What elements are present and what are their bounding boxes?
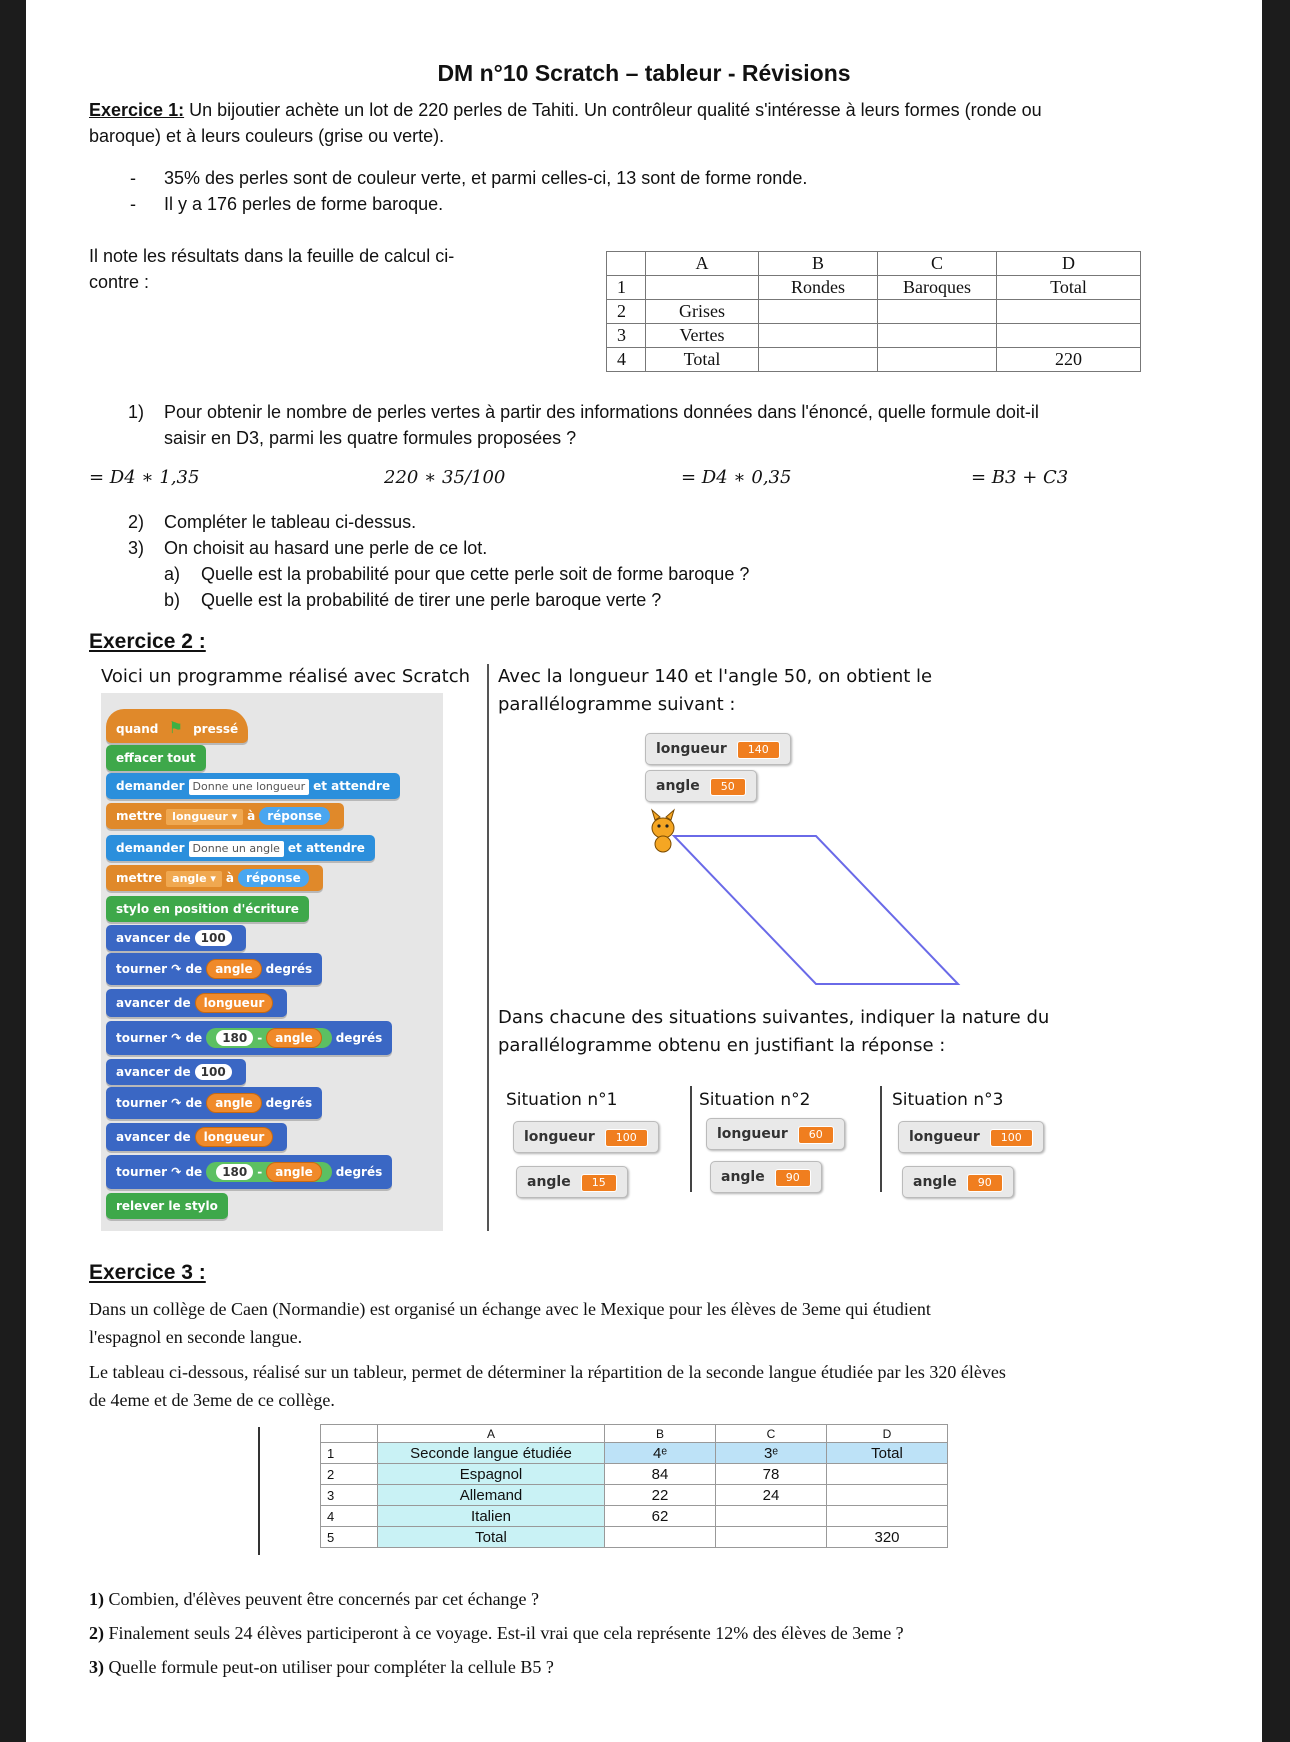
block-text: degrés	[335, 1165, 383, 1179]
block-text: à	[225, 871, 234, 885]
ex2-right-caption-line1: Avec la longueur 140 et l'angle 50, on obtient le	[498, 666, 933, 687]
block-text: demander	[116, 779, 185, 793]
when-flag-clicked-block[interactable]	[106, 709, 248, 743]
q3b-letter: b)	[164, 590, 181, 610]
ex2-heading: Exercice 2 :	[89, 630, 206, 653]
block-text: avancer de	[116, 1065, 191, 1079]
col-header: C	[716, 1425, 827, 1443]
block-text: tourner ↷ de	[116, 1031, 203, 1045]
question-text: Finalement seuls 24 élèves participeront à ce voyage. Est-il vrai que cela représente 12% des élèves de 3eme ?	[104, 1623, 904, 1643]
monitor-value: 90	[967, 1174, 1003, 1192]
block-text: et attendre	[287, 841, 365, 855]
monitor-value: 60	[798, 1126, 834, 1144]
cell	[759, 300, 878, 324]
move-100-block[interactable]	[106, 1059, 246, 1085]
turn-angle-block[interactable]	[106, 953, 322, 985]
table-row	[607, 348, 1141, 372]
situation-3-angle-monitor	[902, 1166, 1014, 1198]
answer-reporter: réponse	[238, 869, 309, 887]
parallelogram-shape	[674, 836, 958, 984]
table-row	[321, 1443, 948, 1464]
angle-reporter: angle	[266, 1028, 321, 1048]
ex1-q1-line2: saisir en D3, parmi les quatre formules proposées ?	[164, 428, 577, 448]
corner-cell	[321, 1425, 378, 1443]
cell	[827, 1506, 948, 1527]
question-number: 1)	[89, 1589, 104, 1609]
turn-angle-block[interactable]	[106, 1087, 322, 1119]
cell: Total	[378, 1527, 605, 1548]
ask-text-slot: Donne un angle	[189, 841, 284, 857]
col-header: B	[759, 252, 878, 276]
ex3-question-1	[89, 1589, 539, 1610]
variable-dropdown[interactable]: angle ▾	[166, 871, 222, 887]
cell: Vertes	[646, 324, 759, 348]
turn-supplement-block[interactable]	[106, 1155, 392, 1189]
turn-supplement-block[interactable]	[106, 1021, 392, 1055]
pen-up-block[interactable]: relever le stylo	[106, 1193, 228, 1219]
block-text: mettre	[116, 871, 163, 885]
monitor-label: longueur	[909, 1129, 980, 1145]
block-text: avancer de	[116, 1130, 191, 1144]
block-text: degrés	[335, 1031, 383, 1045]
row-number: 4	[321, 1506, 378, 1527]
angle-variable-monitor	[645, 770, 757, 802]
cell	[716, 1506, 827, 1527]
operator-sign: -	[257, 1165, 263, 1179]
row-number: 2	[607, 300, 646, 324]
angle-reporter: angle	[266, 1162, 321, 1182]
table-row	[321, 1485, 948, 1506]
set-angle-block[interactable]	[106, 865, 323, 891]
ex3-heading: Exercice 3 :	[89, 1261, 206, 1284]
block-text: avancer de	[116, 931, 191, 945]
table-row	[607, 276, 1141, 300]
situation-3-title: Situation n°3	[892, 1090, 1004, 1110]
row-number: 4	[607, 348, 646, 372]
row-number: 3	[607, 324, 646, 348]
question-number: 3)	[89, 1657, 104, 1677]
col-header: B	[605, 1425, 716, 1443]
length-reporter: longueur	[195, 1127, 274, 1147]
corner-cell	[607, 252, 646, 276]
monitor-label: longueur	[717, 1126, 788, 1142]
subtract-operator	[206, 1162, 332, 1182]
answer-reporter: réponse	[259, 807, 330, 825]
monitor-label: angle	[656, 778, 700, 794]
block-text: tourner ↷ de	[116, 1096, 203, 1110]
ex1-note-line2: contre :	[89, 272, 150, 292]
situation-3-length-monitor	[898, 1121, 1044, 1153]
cat-sprite-icon	[652, 810, 674, 852]
col-header: D	[827, 1425, 948, 1443]
cell: 78	[716, 1464, 827, 1485]
length-variable-monitor	[645, 733, 791, 765]
ex1-q1-line1: Pour obtenir le nombre de perles vertes à partir des informations données dans l'énoncé, quelle formule doit-il	[164, 402, 1039, 422]
q2-number: 2)	[128, 512, 145, 532]
pen-down-block[interactable]: stylo en position d'écriture	[106, 896, 309, 922]
cell: Seconde langue étudiée	[378, 1443, 605, 1464]
table-header-row	[321, 1425, 948, 1443]
row-number: 1	[607, 276, 646, 300]
cell: 62	[605, 1506, 716, 1527]
angle-reporter: angle	[206, 959, 261, 979]
ex1-heading: Exercice 1:	[89, 100, 185, 120]
cell	[759, 324, 878, 348]
row-number: 3	[321, 1485, 378, 1506]
col-header: A	[378, 1425, 605, 1443]
operator-sign: -	[257, 1031, 263, 1045]
formula-option-3: = D4 ∗ 0,35	[681, 467, 792, 488]
cell	[997, 300, 1141, 324]
q1-number: 1)	[128, 402, 145, 422]
cell	[827, 1485, 948, 1506]
situation-divider	[690, 1086, 692, 1192]
situation-divider	[880, 1086, 882, 1192]
cell	[878, 348, 997, 372]
block-text: avancer de	[116, 996, 191, 1010]
cell: Espagnol	[378, 1464, 605, 1485]
ex3-para2-line2: de 4eme et de 3eme de ce collège.	[89, 1390, 335, 1410]
monitor-value: 90	[775, 1169, 811, 1187]
ex3-question-3	[89, 1657, 554, 1678]
cell: Baroques	[878, 276, 997, 300]
cell	[878, 300, 997, 324]
ex1-intro	[89, 97, 1239, 123]
cell	[716, 1527, 827, 1548]
monitor-value: 100	[605, 1129, 648, 1147]
ex1-bullet-2: Il y a 176 perles de forme baroque.	[164, 194, 444, 214]
table-row	[321, 1464, 948, 1485]
block-text: demander	[116, 841, 185, 855]
block-text: quand	[116, 722, 159, 736]
bullet-dash: -	[130, 194, 136, 214]
ex1-q3a: Quelle est la probabilité pour que cette perle soit de forme baroque ?	[201, 564, 750, 584]
angle-reporter: angle	[206, 1093, 261, 1113]
cell: 24	[716, 1485, 827, 1506]
ex1-q3b: Quelle est la probabilité de tirer une perle baroque verte ?	[201, 590, 662, 610]
monitor-value: 15	[581, 1174, 617, 1192]
question-number: 2)	[89, 1623, 104, 1643]
monitor-label: angle	[527, 1174, 571, 1190]
col-header: A	[646, 252, 759, 276]
table-row	[321, 1527, 948, 1548]
row-number: 2	[321, 1464, 378, 1485]
bullet-dash: -	[130, 168, 136, 188]
ex3-para1-line1: Dans un collège de Caen (Normandie) est organisé un échange avec le Mexique pour les élèves de 3eme qui étudient	[89, 1299, 931, 1319]
cell: 220	[997, 348, 1141, 372]
situation-1-title: Situation n°1	[506, 1090, 618, 1110]
situation-1-angle-monitor	[516, 1166, 628, 1198]
block-text: pressé	[193, 722, 239, 736]
monitor-label: longueur	[656, 741, 727, 757]
monitor-value: 140	[737, 741, 780, 759]
table-left-marker	[258, 1427, 260, 1555]
monitor-label: longueur	[524, 1129, 595, 1145]
monitor-value: 100	[990, 1129, 1033, 1147]
formula-option-2: 220 ∗ 35/100	[384, 467, 506, 488]
cell: Total	[827, 1443, 948, 1464]
move-length-block[interactable]	[106, 989, 287, 1017]
situation-1-length-monitor	[513, 1121, 659, 1153]
question-text: Combien, d'élèves peuvent être concernés par cet échange ?	[104, 1589, 540, 1609]
set-length-block[interactable]	[106, 803, 344, 829]
row-number: 5	[321, 1527, 378, 1548]
situations-intro-line1: Dans chacune des situations suivantes, indiquer la nature du	[498, 1007, 1050, 1028]
cell	[605, 1527, 716, 1548]
cell: Grises	[646, 300, 759, 324]
cell	[878, 324, 997, 348]
block-text: tourner ↷ de	[116, 1165, 203, 1179]
parallelogram-drawing	[646, 808, 966, 988]
situation-2-title: Situation n°2	[699, 1090, 811, 1110]
cell: 320	[827, 1527, 948, 1548]
block-text: degrés	[265, 962, 313, 976]
block-text: mettre	[116, 809, 163, 823]
cell	[646, 276, 759, 300]
formula-option-1: = D4 ∗ 1,35	[89, 467, 200, 488]
ex1-bullet-1: 35% des perles sont de couleur verte, et parmi celles-ci, 13 sont de forme ronde.	[164, 168, 808, 188]
number-input[interactable]: 180	[216, 1164, 253, 1180]
monitor-label: angle	[913, 1174, 957, 1190]
ex3-question-2	[89, 1623, 904, 1644]
column-divider	[487, 664, 489, 1231]
move-length-block[interactable]	[106, 1123, 287, 1151]
block-text: et attendre	[313, 779, 391, 793]
cell: Allemand	[378, 1485, 605, 1506]
cell: 3ᵉ	[716, 1443, 827, 1464]
variable-dropdown[interactable]: longueur ▾	[166, 809, 243, 825]
cell: 84	[605, 1464, 716, 1485]
ex3-spreadsheet	[320, 1424, 948, 1548]
ex1-intro-line2: baroque) et à leurs couleurs (grise ou verte).	[89, 126, 445, 146]
col-header: D	[997, 252, 1141, 276]
ask-angle-block[interactable]	[106, 835, 375, 861]
document-page	[26, 0, 1262, 1742]
ex1-intro-line1: Un bijoutier achète un lot de 220 perles de Tahiti. Un contrôleur qualité s'intéresse à leurs formes (ronde ou	[184, 100, 1042, 120]
move-100-block[interactable]	[106, 925, 246, 951]
ask-text-slot: Donne une longueur	[189, 779, 310, 795]
block-text: à	[247, 809, 256, 823]
ex2-left-caption: Voici un programme réalisé avec Scratch	[101, 666, 471, 687]
block-text: tourner ↷ de	[116, 962, 203, 976]
q3a-letter: a)	[164, 564, 181, 584]
cell	[759, 348, 878, 372]
length-reporter: longueur	[195, 993, 274, 1013]
table-row	[607, 300, 1141, 324]
formula-option-4: = B3 + C3	[971, 467, 1069, 488]
row-number: 1	[321, 1443, 378, 1464]
ask-length-block[interactable]	[106, 773, 400, 799]
cell: Italien	[378, 1506, 605, 1527]
number-input[interactable]: 100	[195, 1064, 232, 1080]
green-flag-icon: ⚑	[168, 718, 183, 737]
number-input[interactable]: 100	[195, 930, 232, 946]
ex1-q3: On choisit au hasard une perle de ce lot.	[164, 538, 488, 558]
table-row	[321, 1506, 948, 1527]
ex3-para1-line2: l'espagnol en seconde langue.	[89, 1327, 303, 1347]
subtract-operator	[206, 1028, 332, 1048]
cell: 22	[605, 1485, 716, 1506]
block-text: degrés	[265, 1096, 313, 1110]
page-title: DM n°10 Scratch – tableur - Révisions	[437, 60, 851, 86]
q3-number: 3)	[128, 538, 145, 558]
ex3-para2-line1: Le tableau ci-dessous, réalisé sur un tableur, permet de déterminer la répartition de la seconde langue étudiée par les 320 élèves	[89, 1362, 1006, 1382]
cell	[827, 1464, 948, 1485]
situation-2-length-monitor	[706, 1118, 845, 1150]
number-input[interactable]: 180	[216, 1030, 253, 1046]
cell: Rondes	[759, 276, 878, 300]
monitor-label: angle	[721, 1169, 765, 1185]
table-header-row	[607, 252, 1141, 276]
clear-block[interactable]: effacer tout	[106, 745, 206, 771]
situation-2-angle-monitor	[710, 1161, 822, 1193]
monitor-value: 50	[710, 778, 746, 796]
ex1-q2: Compléter le tableau ci-dessus.	[164, 512, 417, 532]
question-text: Quelle formule peut-on utiliser pour compléter la cellule B5 ?	[104, 1657, 554, 1677]
cell: Total	[646, 348, 759, 372]
col-header: C	[878, 252, 997, 276]
situations-intro-line2: parallélogramme obtenu en justifiant la réponse :	[498, 1035, 946, 1056]
scratch-script-panel	[101, 693, 443, 1231]
cell	[997, 324, 1141, 348]
cell: Total	[997, 276, 1141, 300]
ex1-spreadsheet	[606, 251, 1141, 372]
ex1-note-line1: Il note les résultats dans la feuille de calcul ci-	[89, 246, 455, 266]
ex2-right-caption-line2: parallélogramme suivant :	[498, 694, 736, 715]
cell: 4ᵉ	[605, 1443, 716, 1464]
table-row	[607, 324, 1141, 348]
